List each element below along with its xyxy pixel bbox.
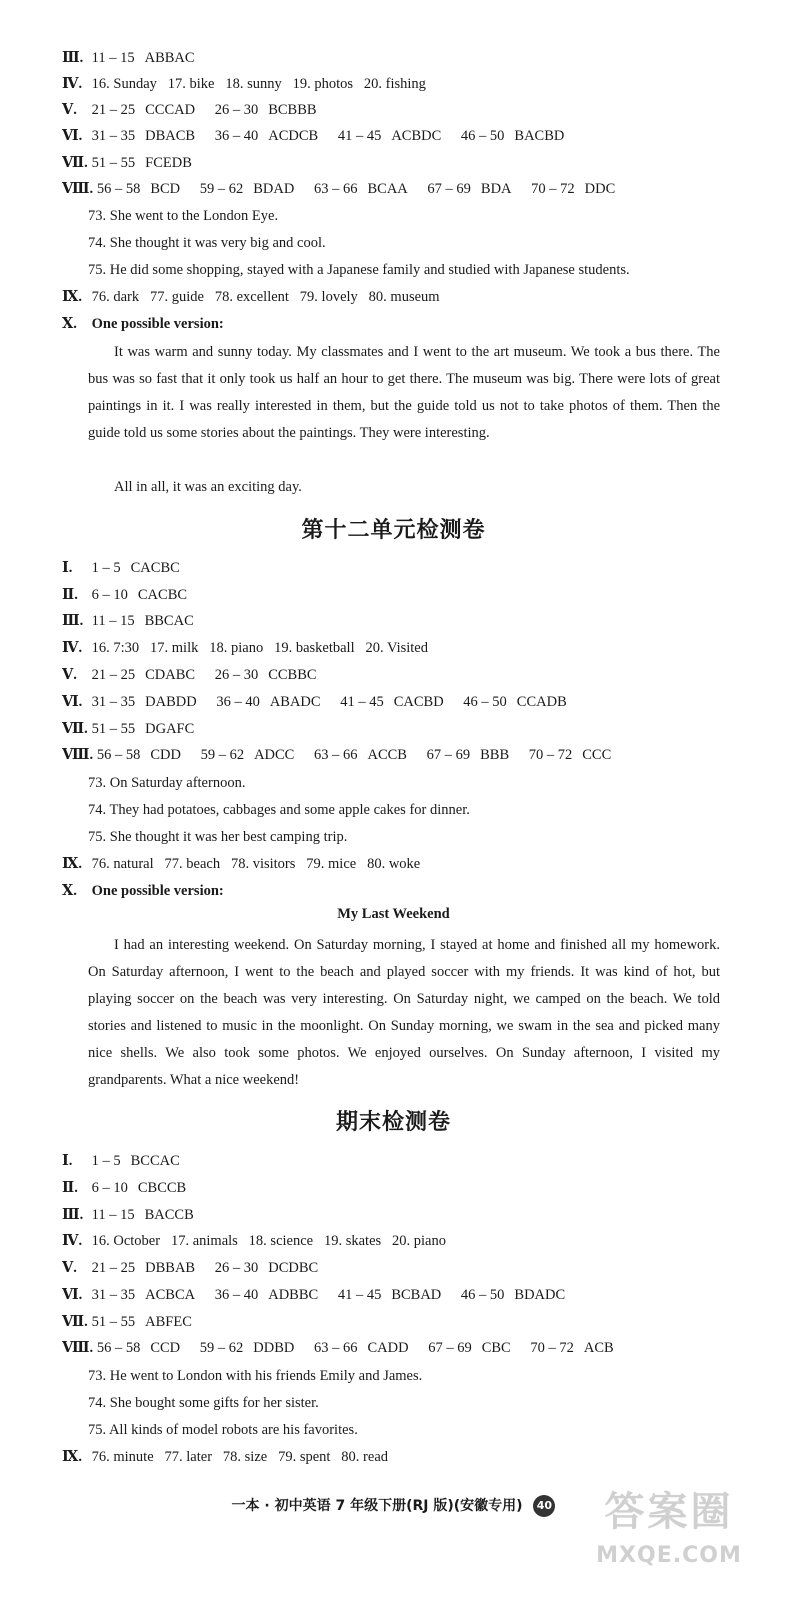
s3-row-4: Ⅳ. 16. October 17. animals 18. science 19. skates 20. piano xyxy=(62,1233,446,1249)
s1-row-10: Ⅹ. One possible version: xyxy=(62,316,224,332)
s2-row-6: Ⅵ. 31 – 35 DABDD 36 – 40 ABADC 41 – 45 CACBD 46 – 50 CCADB xyxy=(62,694,567,710)
s3-row-1: Ⅰ. 1 – 5 BCCAC xyxy=(62,1153,180,1169)
s2-answer-73: 73. On Saturday afternoon. xyxy=(88,775,246,791)
watermark-url: MXQE.COM xyxy=(596,1543,742,1568)
s2-row-5: Ⅴ. 21 – 25 CDABC 26 – 30 CCBBC xyxy=(62,667,317,683)
watermark-logo-text: 答案圈 xyxy=(604,1489,734,1535)
s3-row-6: Ⅵ. 31 – 35 ACBCA 36 – 40 ADBBC 41 – 45 BCBAD 46 – 50 BDADC xyxy=(62,1287,566,1303)
s1-row-8: Ⅷ. 56 – 58 BCD 59 – 62 BDAD 63 – 66 BCAA 67 – 69 BDA 70 – 72 DDC xyxy=(62,181,616,197)
s1-answer-75: 75. He did some shopping, stayed with a Japanese family and studied with Japanese students. xyxy=(88,262,630,278)
s1-row-9: Ⅸ. 76. dark 77. guide 78. excellent 79. lovely 80. museum xyxy=(62,289,440,305)
s2-answer-74: 74. They had potatoes, cabbages and some apple cakes for dinner. xyxy=(88,802,470,818)
s3-row-2: Ⅱ. 6 – 10 CBCCB xyxy=(62,1180,187,1196)
s3-row-8: Ⅷ. 56 – 58 CCD 59 – 62 DDBD 63 – 66 CADD 67 – 69 CBC 70 – 72 ACB xyxy=(62,1340,614,1356)
page-number-badge: 40 xyxy=(533,1495,555,1517)
s2-row-4: Ⅳ. 16. 7:30 17. milk 18. piano 19. basketball 20. Visited xyxy=(62,640,428,656)
s3-row-7: Ⅶ. 51 – 55 ABFEC xyxy=(62,1314,192,1330)
s2-row-2: Ⅱ. 6 – 10 CACBC xyxy=(62,587,188,603)
s1-row-6: Ⅵ. 31 – 35 DBACB 36 – 40 ACDCB 41 – 45 ACBDC 46 – 50 BACBD xyxy=(62,128,565,144)
footer-book-title: 一本 · 初中英语 7 年级下册(RJ 版)(安徽专用) xyxy=(231,1498,523,1514)
s2-row-1: Ⅰ. 1 – 5 CACBC xyxy=(62,560,180,576)
s3-answer-73: 73. He went to London with his friends Emily and James. xyxy=(88,1368,423,1384)
s2-row-3: Ⅲ. 11 – 15 BBCAC xyxy=(62,613,194,629)
s1-row-5: Ⅴ. 21 – 25 CCCAD 26 – 30 BCBBB xyxy=(62,102,317,118)
s2-answer-75: 75. She thought it was her best camping trip. xyxy=(88,829,348,845)
s1-answer-74: 74. She thought it was very big and cool. xyxy=(88,235,326,251)
s3-row-3: Ⅲ. 11 – 15 BACCB xyxy=(62,1207,194,1223)
s3-answer-75: 75. All kinds of model robots are his favorites. xyxy=(88,1422,358,1438)
s2-essay-paragraph: I had an interesting weekend. On Saturday morning, I stayed at home and finished all my homework. On Saturday afternoon, I went to the beach and played soccer with my friends. It was kind of hot, but playing soccer on the beach was very interesting. On Saturday night, we camped on the beach. We told stories and listened to music in the moonlight. On Sunday morning, we swam in the sea and picked many nice shells. We also took some photos. We enjoyed ourselves. On Sunday afternoon, I visited my grandparents. What a nice weekend! xyxy=(88,937,720,1088)
s2-row-9: Ⅸ. 76. natural 77. beach 78. visitors 79. mice 80. woke xyxy=(62,856,421,872)
watermark xyxy=(569,1485,769,1595)
s1-row-7: Ⅶ. 51 – 55 FCEDB xyxy=(62,155,192,171)
s1-essay-paragraph: It was warm and sunny today. My classmates and I went to the art museum. We took a bus there. The bus was so fast that it only took us half an hour to get there. The museum was big. There were lots of great paintings in it. I was really interested in them, but the guide told us not to take photos of them. Then the guide told us some stories about the paintings. They were interesting. xyxy=(88,344,720,441)
s3-answer-74: 74. She bought some gifts for her sister. xyxy=(88,1395,319,1411)
s2-row-10: Ⅹ. One possible version: xyxy=(62,883,224,899)
s2-row-8: Ⅷ. 56 – 58 CDD 59 – 62 ADCC 63 – 66 ACCB 67 – 69 BBB 70 – 72 CCC xyxy=(62,747,612,763)
s2-essay-title: My Last Weekend xyxy=(337,906,450,922)
s1-row-4: Ⅳ. 16. Sunday 17. bike 18. sunny 19. photos 20. fishing xyxy=(62,76,426,92)
s2-row-7: Ⅶ. 51 – 55 DGAFC xyxy=(62,721,195,737)
s1-essay-closing: All in all, it was an exciting day. xyxy=(114,479,302,495)
section-title-final: 期末检测卷 xyxy=(335,1110,451,1135)
s1-row-3: Ⅲ. 11 – 15 ABBAC xyxy=(62,50,195,66)
s3-row-9: Ⅸ. 76. minute 77. later 78. size 79. spent 80. read xyxy=(62,1449,389,1465)
section-title-unit12: 第十二单元检测卷 xyxy=(301,518,486,543)
s1-answer-73: 73. She went to the London Eye. xyxy=(88,208,279,224)
s3-row-5: Ⅴ. 21 – 25 DBBAB 26 – 30 DCDBC xyxy=(62,1260,319,1276)
